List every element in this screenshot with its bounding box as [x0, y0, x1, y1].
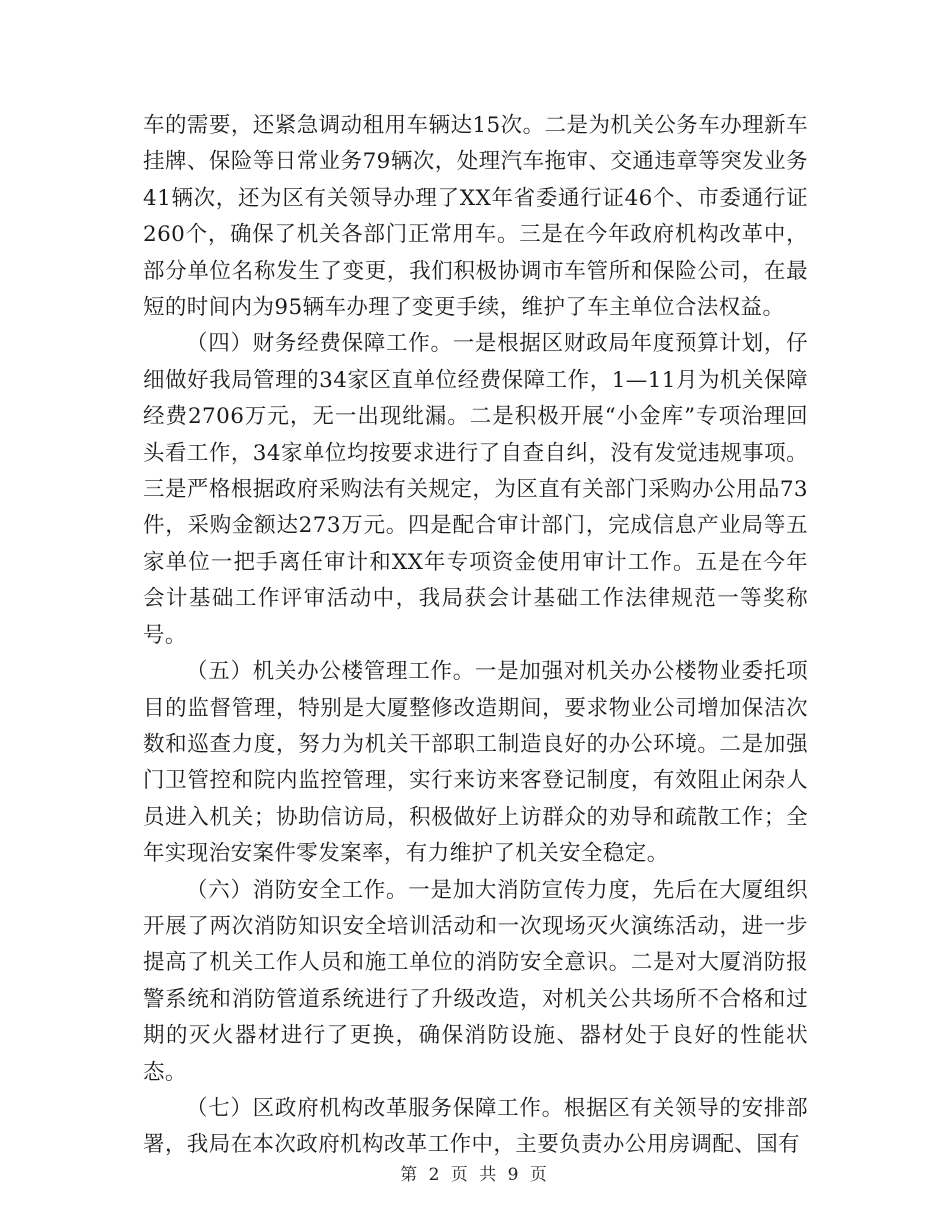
body-paragraph-section-5: （五）机关办公楼管理工作。一是加强对机关办公楼物业委托项目的监督管理，特别是大厦整修改造期间，要求物业公司增加保洁次数和巡查力度，努力为机关干部职工制造良好的办公环境。二是加强门卫管控和院内监控管理，实行来访来客登记制度，有效阻止闲杂人员进入机关；协助信访局，积极做好上访群众的劝导和疏散工作；全年实现治安案件零发案率，有力维护了机关安全稳定。 [143, 659, 808, 867]
body-paragraph: 车的需要，还紧急调动租用车辆达15次。二是为机关公务车办理新车挂牌、保险等日常业务79辆次，处理汽车拖审、交通违章等突发业务41辆次，还为区有关领导办理了XX年省委通行证46个、市委通行证260个，确保了机关各部门正常用车。三是在今年政府机构改革中，部分单位名称发生了变更，我们积极协调市车管所和保险公司，在最短的时间内为95辆车办理了变更手续，维护了车主单位合法权益。 [143, 113, 808, 321]
document-body [143, 108, 808, 1164]
body-paragraph-section-7: （七）区政府机构改革服务保障工作。根据区有关领导的安排部署，我局在本次政府机构改革工作中，主要负责办公用房调配、国有 [143, 1095, 808, 1158]
body-paragraph-section-4: （四）财务经费保障工作。一是根据区财政局年度预算计划，仔细做好我局管理的34家区直单位经费保障工作，1—11月为机关保障经费2706万元，无一出现纰漏。二是积极开展“小金库”专项治理回头看工作，34家单位均按要求进行了自查自纠，没有发觉违规事项。三是严格根据政府采购法有关规定，为区直有关部门采购办公用品73件，采购金额达273万元。四是配合审计部门，完成信息产业局等五家单位一把手离任审计和XX年专项资金使用审计工作。五是在今年会计基础工作评审活动中，我局获会计基础工作法律规范一等奖称号。 [143, 331, 808, 648]
page-number-footer: 第 2 页 共 9 页 [400, 1165, 550, 1185]
body-paragraph-section-6: （六）消防安全工作。一是加大消防宣传力度，先后在大厦组织开展了两次消防知识安全培训活动和一次现场灭火演练活动，进一步提高了机关工作人员和施工单位的消防安全意识。二是对大厦消防报警系统和消防管道系统进行了升级改造，对机关公共场所不合格和过期的灭火器材进行了更换，确保消防设施、器材处于良好的性能状态。 [143, 877, 808, 1085]
